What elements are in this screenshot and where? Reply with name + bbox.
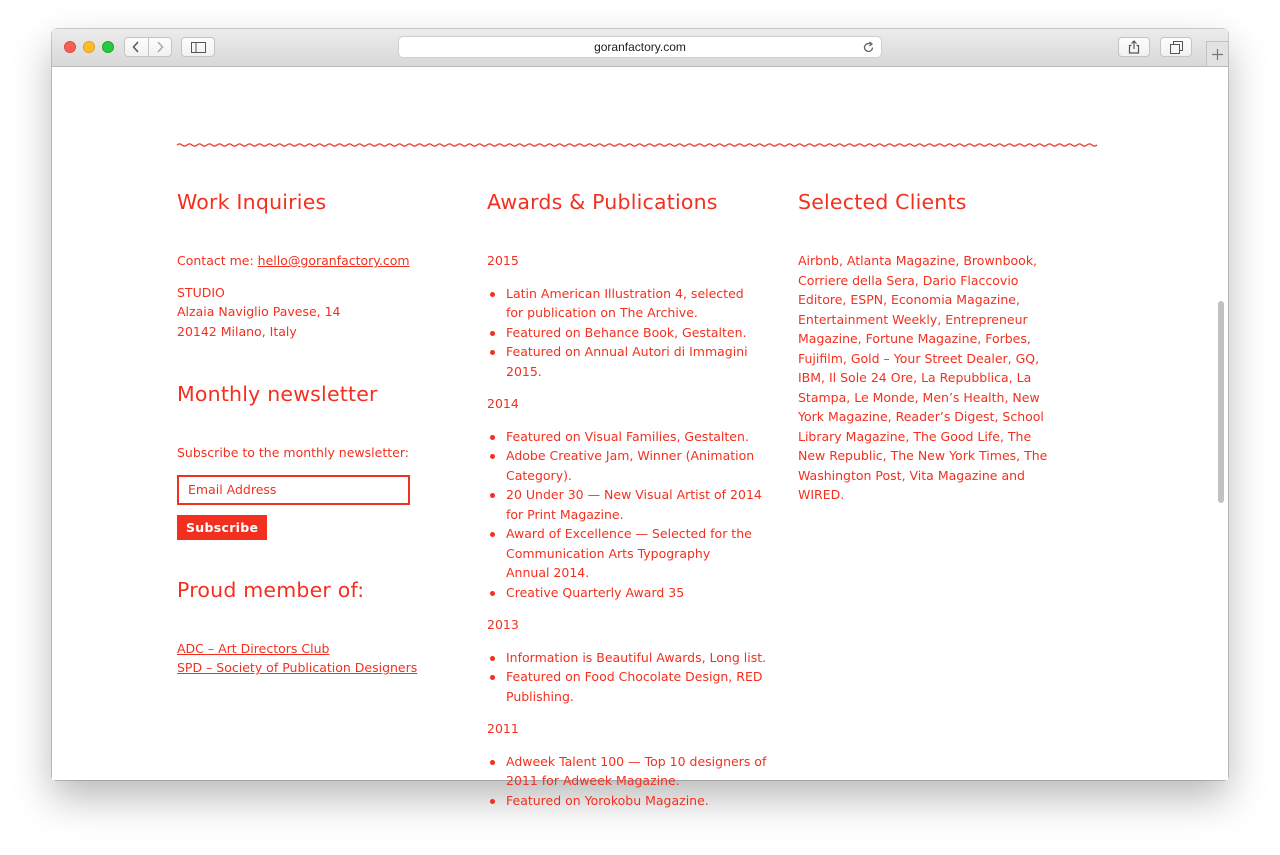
- selected-clients-heading: Selected Clients: [798, 190, 967, 214]
- studio-street: Alzaia Naviglio Pavese, 14: [177, 304, 341, 319]
- scrollbar-thumb[interactable]: [1218, 301, 1224, 503]
- email-address-input[interactable]: [177, 475, 410, 505]
- selected-clients-column: [798, 189, 1098, 505]
- spd-link[interactable]: SPD – Society of Publication Designers: [177, 660, 418, 675]
- minimize-window-button[interactable]: [83, 41, 95, 53]
- sidebar-icon: [191, 42, 206, 53]
- awards-list-2015: [487, 284, 787, 382]
- subscribe-button[interactable]: Subscribe: [177, 515, 267, 540]
- wavy-divider: [177, 140, 1091, 150]
- list-item: Featured on Annual Autori di Immagini 2015.: [487, 342, 787, 381]
- page-content: [52, 67, 1228, 808]
- browser-window: [52, 29, 1228, 808]
- zoom-window-button[interactable]: [102, 41, 114, 53]
- list-item: Featured on Visual Families, Gestalten.: [487, 427, 787, 447]
- awards-heading: Awards & Publications: [487, 190, 718, 214]
- plus-icon: [1212, 49, 1223, 60]
- studio-city: 20142 Milano, Italy: [177, 323, 297, 339]
- chevron-right-icon: [156, 41, 164, 53]
- forward-button[interactable]: [148, 38, 172, 56]
- work-inquiries-heading: Work Inquiries: [177, 190, 327, 214]
- url-text: goranfactory.com: [594, 40, 686, 54]
- contact-label: Contact me:: [177, 253, 258, 268]
- list-item: Featured on Yorokobu Magazine.: [487, 791, 787, 811]
- close-window-button[interactable]: [64, 41, 76, 53]
- member-links: [177, 639, 457, 678]
- show-tabs-button[interactable]: [1160, 37, 1192, 57]
- sidebar-toggle-button[interactable]: [181, 37, 215, 57]
- share-icon: [1128, 40, 1140, 54]
- awards-list-2011: [487, 752, 787, 811]
- year-label: 2011: [487, 721, 519, 736]
- list-item: Adobe Creative Jam, Winner (Animation Category).: [487, 446, 756, 485]
- year-label: 2014: [487, 396, 519, 411]
- studio-address: [177, 283, 457, 342]
- list-item: Adweek Talent 100 — Top 10 designers of 2011 for Adweek Magazine.: [487, 752, 788, 791]
- adc-link[interactable]: ADC – Art Directors Club: [177, 640, 330, 656]
- clients-text: Airbnb, Atlanta Magazine, Brownbook, Corriere della Sera, Dario Flaccovio Editore, ESPN, Economia Magazine, Entertainment Weekly, Entrepreneur Magazine, Fortune Magazine, Forbes, Fujifilm, Gold – Your Street Dealer, GQ, IBM, Il Sole 24 Ore, La Repubblica, La Stampa, Le Monde, Men’s Health, New York Magazine, Reader’s Digest, School Library Magazine, The Good Life, The New Republic, The New York Times, The Washington Post, Vita Magazine and WIRED.: [798, 253, 1048, 502]
- awards-list-2014: [487, 427, 787, 603]
- browser-toolbar: [52, 29, 1228, 67]
- list-item: Featured on Behance Book, Gestalten.: [487, 323, 787, 343]
- list-item: Information is Beautiful Awards, Long list.: [487, 648, 787, 668]
- list-item: 20 Under 30 — New Visual Artist of 2014 for Print Magazine.: [487, 485, 776, 524]
- list-item: Award of Excellence — Selected for the Communication Arts Typography Annual 2014.: [487, 524, 756, 583]
- work-inquiries-column: [177, 189, 457, 678]
- address-bar[interactable]: [398, 36, 882, 58]
- list-item: Creative Quarterly Award 35: [487, 583, 787, 603]
- tabs-icon: [1170, 41, 1183, 54]
- proud-member-heading: Proud member of:: [177, 577, 365, 602]
- reload-icon[interactable]: [862, 41, 875, 54]
- list-item: Latin American Illustration 4, selected for publication on The Archive.: [487, 284, 746, 323]
- chevron-left-icon: [132, 41, 140, 53]
- history-nav: [124, 37, 172, 57]
- awards-column: [487, 189, 787, 810]
- new-tab-button[interactable]: [1206, 41, 1228, 66]
- year-label: 2015: [487, 253, 519, 268]
- newsletter-heading: Monthly newsletter: [177, 382, 378, 406]
- awards-list-2013: [487, 648, 787, 707]
- back-button[interactable]: [125, 38, 148, 56]
- newsletter-prompt: Subscribe to the monthly newsletter:: [177, 445, 409, 460]
- studio-label: STUDIO: [177, 284, 225, 300]
- share-button[interactable]: [1118, 37, 1150, 57]
- list-item: Featured on Food Chocolate Design, RED Publishing.: [487, 667, 766, 706]
- year-label: 2013: [487, 617, 519, 632]
- contact-email-link[interactable]: hello@goranfactory.com: [257, 253, 410, 268]
- contact-line: [177, 251, 457, 271]
